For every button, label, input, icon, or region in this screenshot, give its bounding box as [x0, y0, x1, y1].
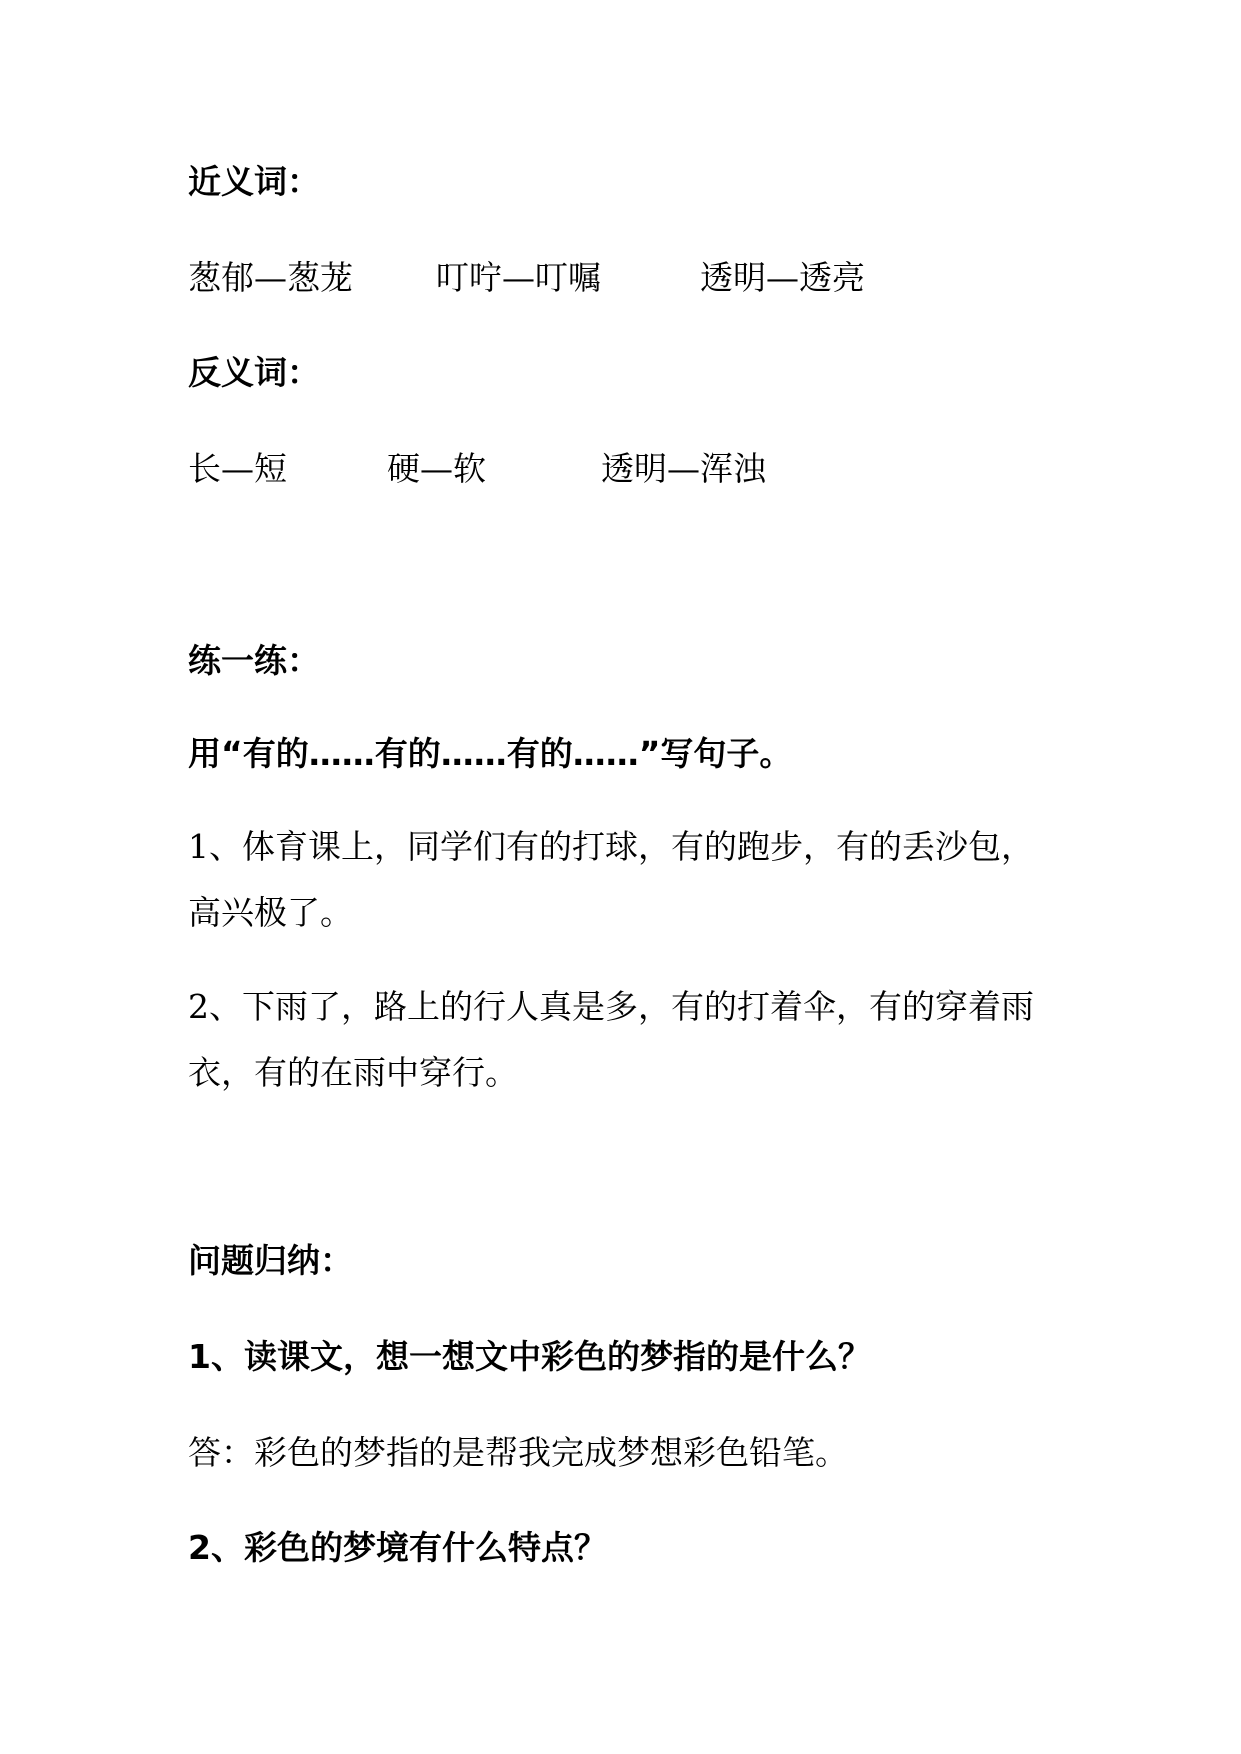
antonym-pair: 透明—浑浊: [601, 449, 766, 488]
synonyms-heading: 近义词：: [188, 162, 320, 201]
summary-heading: 问题归纳：: [188, 1241, 353, 1280]
practice-sentence-2-cont: 衣，有的在雨中穿行。: [188, 1053, 518, 1092]
synonym-pair: 叮咛—叮嘱: [436, 258, 601, 297]
synonym-pair: 透明—透亮: [700, 258, 865, 297]
practice-sentence-1-cont: 高兴极了。: [188, 893, 353, 932]
answer-1: 答：彩色的梦指的是帮我完成梦想彩色铅笔。: [188, 1433, 848, 1472]
antonyms-heading: 反义词：: [188, 353, 320, 392]
antonym-pair: 硬—软: [387, 449, 486, 488]
question-2: 2、彩色的梦境有什么特点？: [188, 1528, 607, 1567]
practice-sentence-1: 1、体育课上，同学们有的打球，有的跑步，有的丢沙包，: [188, 827, 1034, 866]
question-1: 1、读课文，想一想文中彩色的梦指的是什么？: [188, 1337, 871, 1376]
antonym-pair: 长—短: [188, 449, 287, 488]
synonym-pair: 葱郁—葱茏: [188, 258, 353, 297]
practice-instruction: 用“有的……有的……有的……”写句子。: [188, 734, 793, 773]
practice-sentence-2: 2、下雨了，路上的行人真是多，有的打着伞，有的穿着雨: [188, 987, 1034, 1026]
practice-heading: 练一练：: [188, 641, 320, 680]
